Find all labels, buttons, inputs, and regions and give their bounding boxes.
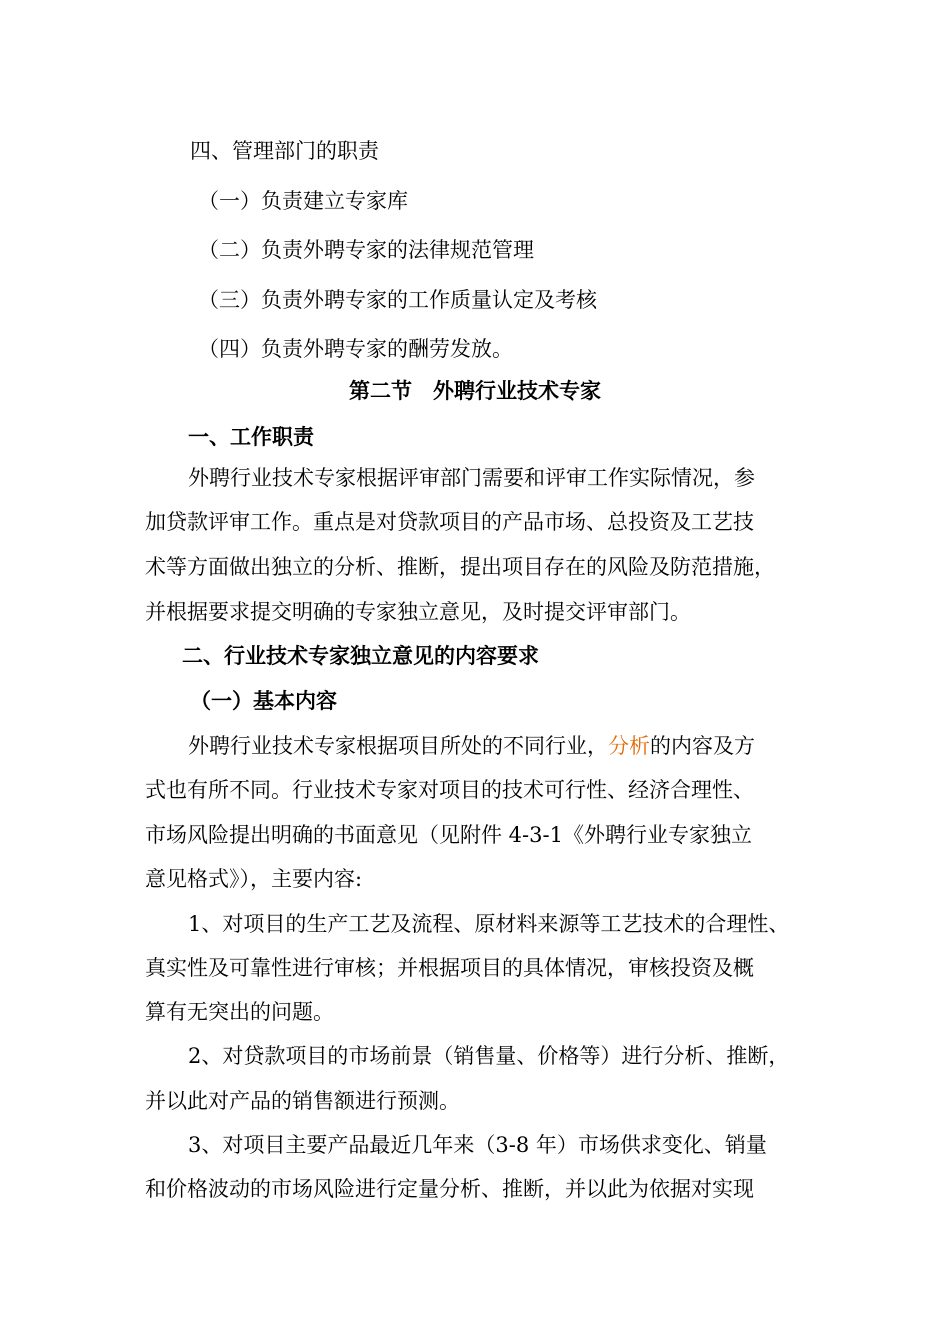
duty-item-1: （一）负责建立专家库 <box>198 189 408 213</box>
item-1-line: 算有无突出的问题。 <box>145 1000 334 1024</box>
item-1-line: 1、对项目的生产工艺及流程、原材料来源等工艺技术的合理性、 <box>188 912 790 936</box>
part1-paragraph-line: 外聘行业技术专家根据评审部门需要和评审工作实际情况，参 <box>188 466 755 490</box>
part1-paragraph-line: 加贷款评审工作。重点是对贷款项目的产品市场、总投资及工艺技 <box>145 510 754 534</box>
intro-line-4: 意见格式》），主要内容: <box>145 867 363 891</box>
intro-text: 外聘行业技术专家根据项目所处的不同行业， <box>188 734 608 758</box>
part2-subheading: （一）基本内容 <box>190 688 337 713</box>
duties-heading: 四、管理部门的职责 <box>190 139 379 163</box>
duty-item-3: （三）负责外聘专家的工作质量认定及考核 <box>198 288 597 312</box>
item-1-line: 真实性及可靠性进行审核；并根据项目的具体情况，审核投资及概 <box>145 956 754 980</box>
part1-paragraph-line: 并根据要求提交明确的专家独立意见，及时提交评审部门。 <box>145 600 691 624</box>
item-3-line: 3、对项目主要产品最近几年来（3-8 年）市场供求变化、销量 <box>188 1133 767 1157</box>
intro-line-3: 市场风险提出明确的书面意见（见附件 4-3-1《外聘行业专家独立 <box>145 823 752 847</box>
duty-item-4: （四）负责外聘专家的酬劳发放。 <box>198 337 513 361</box>
intro-line-1 <box>188 733 755 759</box>
item-3-line: 和价格波动的市场风险进行定量分析、推断，并以此为依据对实现 <box>145 1177 754 1201</box>
intro-text: 的内容及方 <box>650 734 755 758</box>
section-title: 第二节 外聘行业技术专家 <box>349 378 601 403</box>
item-2-line: 2、对贷款项目的市场前景（销售量、价格等）进行分析、推断， <box>188 1044 790 1068</box>
part2-heading: 二、行业技术专家独立意见的内容要求 <box>182 643 539 668</box>
highlighted-word: 分析 <box>608 734 650 758</box>
part1-heading: 一、工作职责 <box>188 424 314 449</box>
part1-paragraph-line: 术等方面做出独立的分析、推断，提出项目存在的风险及防范措施， <box>145 555 775 579</box>
item-2-line: 并以此对产品的销售额进行预测。 <box>145 1089 460 1113</box>
duty-item-2: （二）负责外聘专家的法律规范管理 <box>198 238 534 262</box>
intro-line-2: 式也有所不同。行业技术专家对项目的技术可行性、经济合理性、 <box>145 778 754 802</box>
